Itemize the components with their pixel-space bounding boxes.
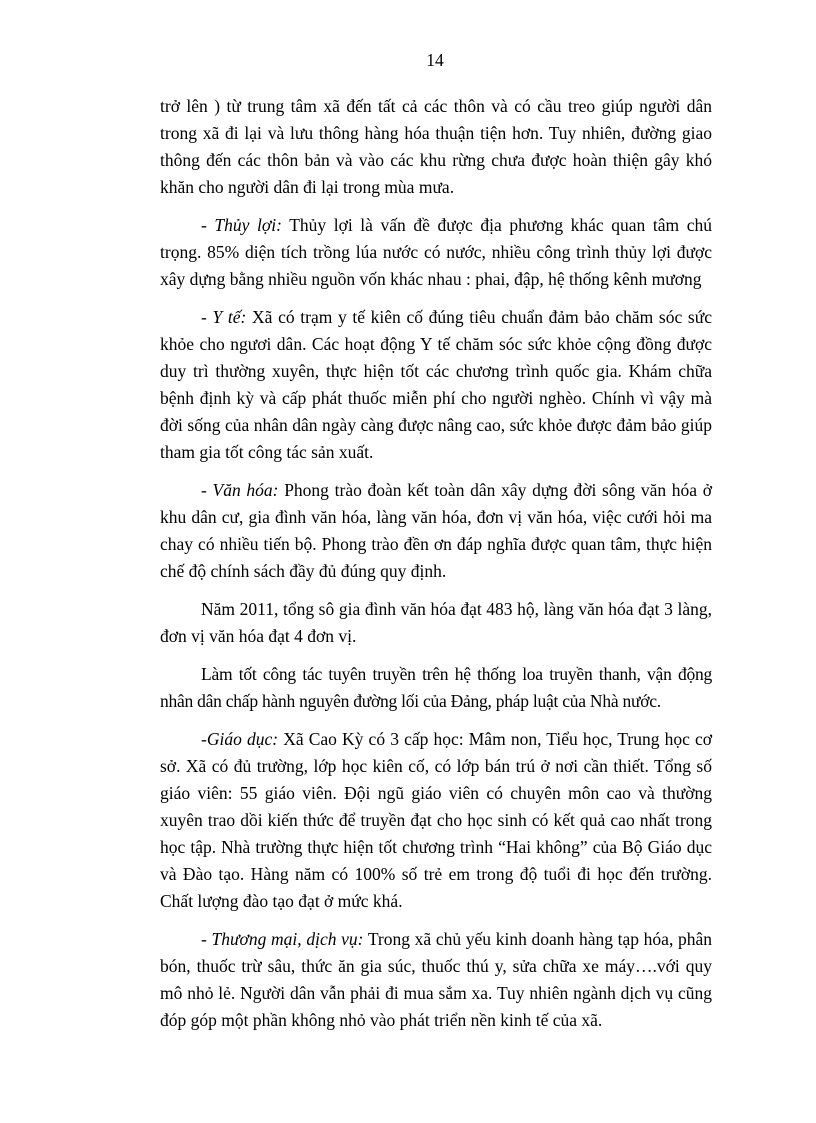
paragraph-text: Thủy lợi là vấn đề được địa phương khác quan tâm chú trọng. 85% diện tích trồng lúa nước có nước, nhiều công trình thủy lợi được xây dựng bằng nhiều nguồn vốn khác nhau : phai, đập, hệ thống kênh mương (160, 215, 712, 289)
section-label-commerce: - Thương mại, dịch vụ: (201, 929, 364, 949)
paragraph-health (160, 304, 712, 466)
paragraph-propaganda (160, 661, 712, 715)
section-label-irrigation: - Thủy lợi: (201, 215, 282, 235)
paragraph-text: Xã có trạm y tế kiên cố đúng tiêu chuẩn đảm bảo chăm sóc sức khỏe cho ngươi dân. Các hoạt động Y tế chăm sóc sức khỏe cộng đồng được duy trì thường xuyên, thực hiện tốt các chương trình quốc gia. Khám chữa bệnh định kỳ và cấp phát thuốc miễn phí cho người nghèo. Chính vì vậy mà đời sống của nhân dân ngày càng được nâng cao, sức khỏe được đảm bảo giúp tham gia tốt công tác sản xuất. (160, 307, 712, 462)
section-label-culture: - Văn hóa: (201, 480, 279, 500)
paragraph-text: Phong trào đoàn kết toàn dân xây dựng đời sông văn hóa ở khu dân cư, gia đình văn hóa, làng văn hóa, đơn vị văn hóa, việc cưới hỏi ma chay có nhiều tiến bộ. Phong trào đền ơn đáp nghĩa được quan tâm, thực hiện chế độ chính sách đầy đủ đúng quy định. (160, 480, 712, 581)
paragraph-text: Năm 2011, tổng sô gia đình văn hóa đạt 483 hộ, làng văn hóa đạt 3 làng, đơn vị văn hóa đạt 4 đơn vị. (160, 599, 712, 646)
section-label-education: -Giáo dục: (201, 729, 279, 749)
paragraph-text: Xã Cao Kỳ có 3 cấp học: Mâm non, Tiểu học, Trung học cơ sở. Xã có đủ trường, lớp học kiên cố, có lớp bán trú ở nơi cần thiết. Tổng số giáo viên: 55 giáo viên. Đội ngũ giáo viên có chuyên môn cao và thường xuyên trao dồi kiến thức để truyền đạt cho học sinh có kết quả cao nhất trong học tập. Nhà trường thực hiện tốt chương trình “Hai không” của Bộ Giáo dục và Đào tạo. Hàng năm có 100% số trẻ em trong độ tuổi đi học đến trường. Chất lượng đào tạo đạt ở mức khá. (160, 729, 712, 911)
page-number: 14 (426, 50, 444, 70)
paragraph-text: Trong xã chủ yếu kinh doanh hàng tạp hóa, phân bón, thuốc trừ sâu, thức ăn gia súc, thuốc thú y, sửa chữa xe máy….với quy mô nhỏ lẻ. Người dân vẫn phải đi mua sắm xa. Tuy nhiên ngành dịch vụ cũng đóp góp một phần không nhỏ vào phát triển nền kinh tế của xã. (160, 929, 713, 1030)
paragraph-text: trở lên ) từ trung tâm xã đến tất cả các thôn và có cầu treo giúp người dân trong xã đi lại và lưu thông hàng hóa thuận tiện hơn. Tuy nhiên, đường giao thông đến các thôn bản và vào các khu rừng chưa được hoàn thiện gây khó khăn cho người dân đi lại trong mùa mưa. (160, 96, 712, 197)
paragraph-text: Làm tốt công tác tuyên truyền trên hệ thống loa truyền thanh, vận động nhân dân chấp hành nguyên đường lối của Đảng, pháp luật của Nhà nước. (160, 664, 712, 711)
paragraph-culture (160, 477, 712, 585)
paragraph-cultural-families (160, 596, 712, 650)
paragraph-education (160, 726, 712, 915)
paragraph-irrigation (160, 212, 712, 293)
body-text (160, 93, 712, 1045)
section-label-health: - Y tế: (201, 307, 247, 327)
paragraph-commerce (160, 926, 712, 1034)
paragraph-transport-continued (160, 93, 712, 201)
